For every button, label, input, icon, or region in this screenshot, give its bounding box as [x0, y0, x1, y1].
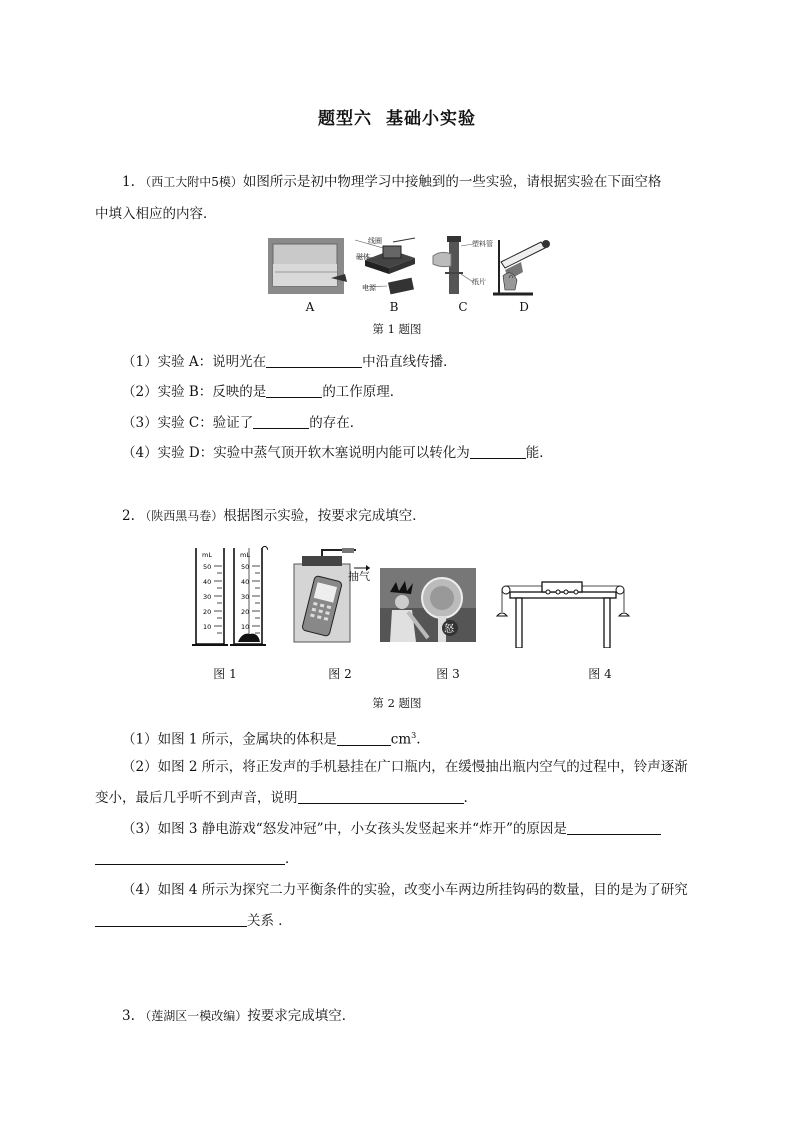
- q2-answer-blank-1[interactable]: [337, 731, 391, 746]
- q1-answer-blank-4[interactable]: [470, 444, 526, 459]
- q1-caption: 第 1 题图: [372, 322, 422, 336]
- q2-item-4-line1: （4）如图 4 所示为探究二力平衡条件的实验，改变小车两边所挂钩码的数量，目的是为了研究: [122, 882, 688, 898]
- q1-figure-a: [268, 238, 347, 294]
- svg-text:40: 40: [203, 578, 212, 586]
- q2-answer-blank-2[interactable]: [298, 789, 464, 804]
- cylinder-with-metal-block: [230, 546, 268, 645]
- q3-stem: 3. （莲湖区一模改编）按要求完成填空．: [122, 1008, 356, 1024]
- q2-pump-label: 抽气: [348, 570, 370, 583]
- q2-figure-1: [190, 544, 268, 650]
- q2-label-1: 图 1: [213, 667, 237, 681]
- q2-anger-char: 怒: [444, 624, 454, 635]
- svg-text:10: 10: [203, 623, 212, 631]
- q1-fig-b-coil-label: 线圈: [368, 237, 382, 245]
- q1-label-b: B: [389, 300, 399, 314]
- q2-item-4-line2: 关系 ．: [95, 911, 292, 931]
- q1-fig-b-power-label: 电源: [362, 284, 376, 292]
- q1-figure-c: [433, 236, 473, 294]
- q1-answer-blank-1[interactable]: [266, 353, 362, 368]
- q1-label-a: A: [305, 300, 315, 314]
- q2-item-1: （1）如图 1 所示，金属块的体积是 $cm^3$.: [122, 731, 421, 748]
- q2-item-2-line1: （2）如图 2 所示，将正发声的手机悬挂在广口瓶内，在缓慢抽出瓶内空气的过程中，铃声逐渐: [122, 759, 688, 775]
- q2-label-4: 图 4: [588, 667, 612, 681]
- q2-caption: 第 2 题图: [372, 696, 422, 710]
- svg-text:30: 30: [203, 593, 212, 601]
- q1-answer-blank-3[interactable]: [253, 414, 309, 429]
- q2-label-3: 图 3: [436, 667, 460, 681]
- q2-figure-2: [284, 548, 374, 644]
- svg-text:50: 50: [241, 563, 250, 571]
- q1-fig-c-tube-label: 塑料管: [472, 240, 493, 248]
- q2-item-3-line2: ．: [95, 849, 299, 869]
- q1-label-c: C: [458, 300, 468, 314]
- q1-label-d: D: [519, 300, 529, 314]
- cylinder-empty: [192, 548, 228, 645]
- q1-stem-line1: 1. （西工大附中5模）如图所示是初中物理学习中接触到的一些实验，请根据实验在下面空格: [122, 174, 662, 190]
- page-title: 题型六 基础小实验: [318, 109, 476, 129]
- svg-text:10: 10: [241, 623, 250, 631]
- q1-fig-c-paper-label: 纸片: [472, 278, 486, 286]
- q2-label-2: 图 2: [328, 667, 352, 681]
- q2-item-2-line2: 变小，最后几乎听不到声音，说明 .: [95, 790, 468, 806]
- q1-figures: [265, 232, 555, 298]
- svg-text:mL: mL: [240, 551, 250, 559]
- q1-fig-b-magnet-label: 磁体: [356, 253, 370, 261]
- q1-item-4: （4）实验 D：实验中蒸气顶开软木塞说明内能可以转化为 能．: [122, 445, 553, 461]
- svg-text:20: 20: [203, 608, 212, 616]
- q2-figure-4: [496, 576, 630, 648]
- svg-text:40: 40: [241, 578, 250, 586]
- svg-text:50: 50: [203, 563, 212, 571]
- q2-answer-blank-4[interactable]: [95, 912, 247, 927]
- svg-text:mL: mL: [202, 551, 212, 559]
- q1-figure-d: [493, 240, 550, 294]
- q1-item-2: （2）实验 B：反映的是 的工作原理．: [122, 384, 404, 400]
- q1-stem-line2: 中填入相应的内容．: [95, 206, 217, 222]
- q2-figure-3: [380, 568, 476, 642]
- q2-stem: 2. （陕西黑马卷）根据图示实验，按要求完成填空．: [122, 508, 426, 524]
- q1-item-1: （1）实验 A：说明光在 中沿直线传播．: [122, 354, 457, 370]
- q2-item-3-line1: （3）如图 3 静电游戏“怒发冲冠”中，小女孩头发竖起来并“炸开”的原因是: [122, 819, 661, 839]
- q1-answer-blank-2[interactable]: [266, 383, 322, 398]
- q1-item-3: （3）实验 C：验证了 的存在．: [122, 415, 364, 431]
- svg-text:30: 30: [241, 593, 250, 601]
- svg-text:20: 20: [241, 608, 250, 616]
- q2-answer-blank-3a[interactable]: [567, 820, 661, 835]
- q2-answer-blank-3b[interactable]: [95, 850, 285, 865]
